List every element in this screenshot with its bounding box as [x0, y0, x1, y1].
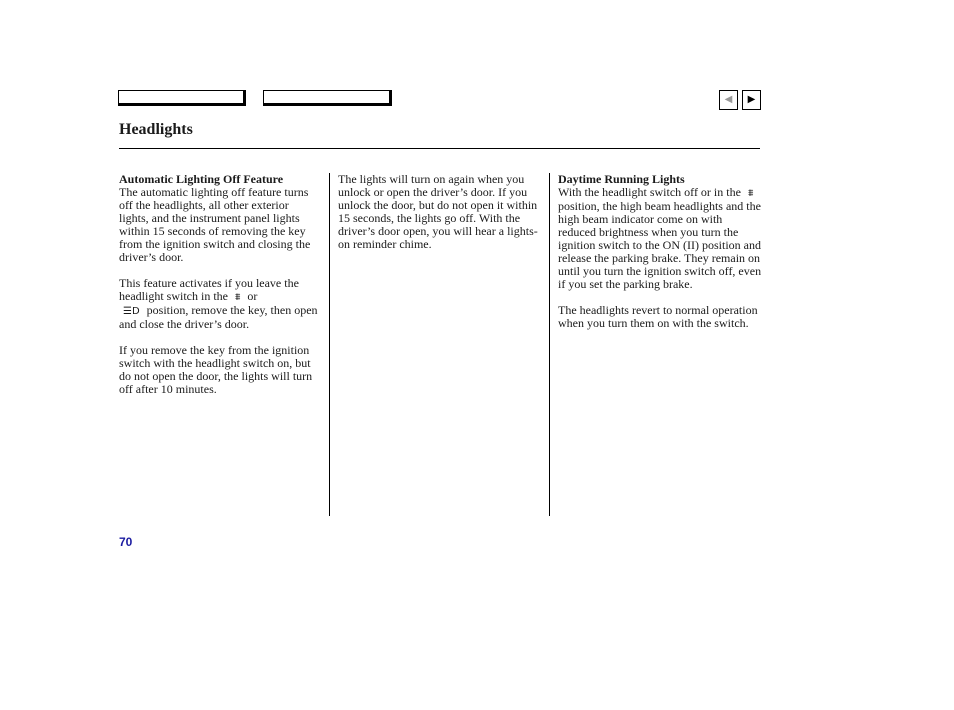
prev-page-button[interactable] [719, 90, 738, 110]
text-fragment: or [247, 289, 258, 303]
page-number: 70 [119, 535, 133, 549]
nav-tab-2[interactable] [263, 90, 392, 106]
headlight-icon: ☰D [123, 306, 140, 317]
arrow-right-icon: ▶ [747, 94, 756, 105]
parking-lights-icon: ⩩ [234, 292, 241, 303]
nav-tab-1[interactable] [118, 90, 246, 106]
paragraph: The headlights revert to normal operation when you turn them on with the switch. [558, 303, 758, 330]
text-fragment: This feature activates if you leave the headlight switch in the [119, 276, 299, 303]
parking-lights-icon: ⩩ [747, 188, 754, 199]
column-2 [338, 173, 542, 264]
page-title: Headlights [119, 121, 193, 138]
text-fragment: position, the high beam headlights and the high beam indicator come on with reduced brightness when you turn the ignition switch to the ON (II) position and release the parking brake. They remain on until you turn the ignition switch off, even if you set the parking brake. [558, 199, 762, 291]
text-fragment: With the headlight switch off or in the [558, 185, 741, 199]
section-heading-daytime-running-lights: Daytime Running Lights [558, 172, 685, 186]
text-fragment: position, remove the key, then open and close the driver’s door. [119, 303, 318, 331]
column-1 [119, 173, 319, 409]
title-divider [119, 148, 760, 149]
paragraph: The lights will turn on again when you unlock or open the driver’s door. If you unlock the door, but do not open it within 15 seconds, the lights go off. With the driver’s door open, you will hear a lights-on reminder chime. [338, 172, 538, 251]
section-heading-auto-lighting-off: Automatic Lighting Off Feature [119, 172, 284, 186]
arrow-left-icon: ◀ [724, 94, 733, 105]
column-divider [549, 173, 550, 516]
column-divider [329, 173, 330, 516]
paragraph: The automatic lighting off feature turns off the headlights, all other exterior lights, and the instrument panel lights within 15 seconds of removing the key from the ignition switch and closing the driver’s door. [119, 185, 311, 264]
column-3 [558, 173, 762, 343]
paragraph [119, 277, 319, 331]
next-page-button[interactable] [742, 90, 761, 110]
paragraph [558, 186, 762, 291]
paragraph: If you remove the key from the ignition switch with the headlight switch on, but do not open the door, the lights will turn off after 10 minutes. [119, 343, 313, 396]
